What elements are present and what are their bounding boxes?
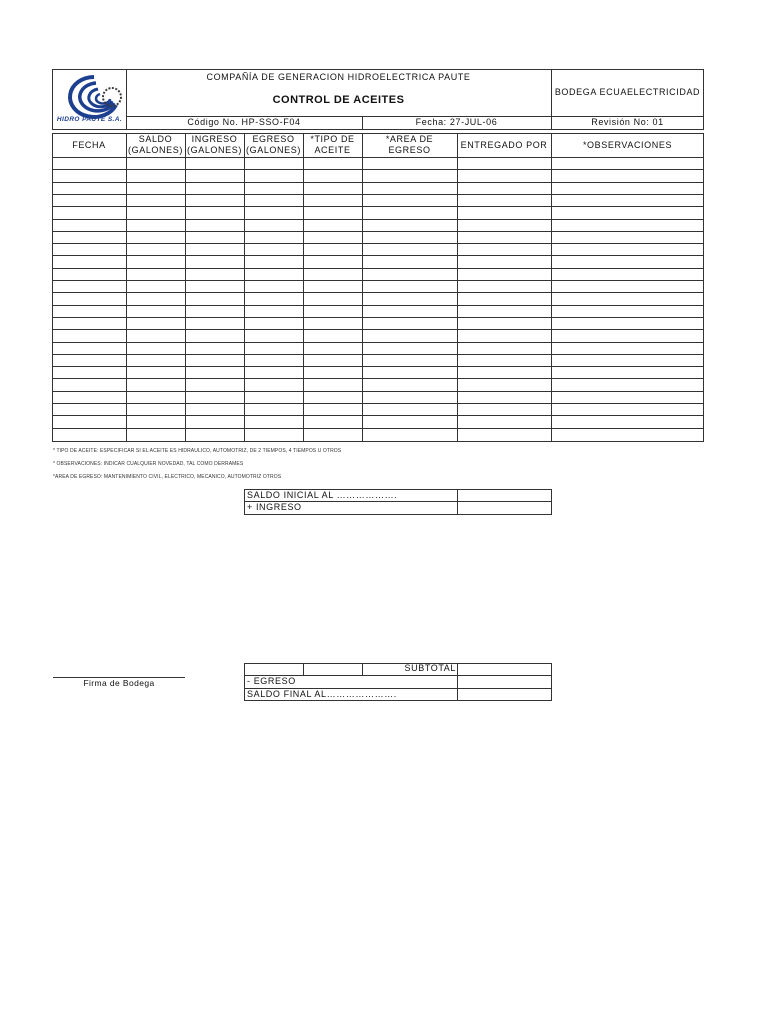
summary-divider xyxy=(303,663,304,675)
table-row[interactable] xyxy=(52,378,704,379)
subtotal-label: SUBTOTAL xyxy=(404,663,456,673)
column-header-label: *AREA DE xyxy=(385,134,434,144)
column-divider xyxy=(303,133,304,442)
saldo-inicial-label: SALDO INICIAL AL ………………. xyxy=(247,490,398,500)
table-row[interactable] xyxy=(52,169,704,170)
warehouse-name: BODEGA ECUAELECTRICIDAD xyxy=(554,87,701,97)
summary-divider xyxy=(457,489,458,515)
company-name: COMPAÑÍA DE GENERACION HIDROELECTRICA PAUTE xyxy=(206,72,471,82)
ingreso-label: + INGRESO xyxy=(247,502,302,512)
column-divider xyxy=(551,133,552,442)
table-row[interactable] xyxy=(52,354,704,355)
table-row[interactable] xyxy=(52,206,704,207)
saldo-final-value-cell[interactable] xyxy=(459,690,550,700)
table-row[interactable] xyxy=(52,194,704,195)
saldo-inicial-value-cell[interactable] xyxy=(459,490,550,500)
table-row[interactable] xyxy=(52,219,704,220)
column-divider xyxy=(362,133,363,442)
column-divider xyxy=(185,133,186,442)
column-header-unit: (GALONES) xyxy=(128,145,183,155)
footnote-area-egreso: *AREA DE EGRESO: MANTENIMIENTO CIVIL, ELECTRICO, MECANICO, AUTOMOTRIZ OTROS xyxy=(53,474,282,480)
table-row[interactable] xyxy=(52,292,704,293)
column-header-label: SALDO xyxy=(138,134,173,144)
table-row[interactable] xyxy=(52,391,704,392)
table-row[interactable] xyxy=(52,329,704,330)
table-row[interactable] xyxy=(52,268,704,269)
footnote-tipo-aceite: * TIPO DE ACEITE: ESPECIFICAR SI EL ACEITE ES HIDRAULICO, AUTOMOTRIZ, DE 2 TIEMPOS, 4 TIEMPOS U OTROS xyxy=(53,448,342,454)
column-header-label: ACEITE xyxy=(314,145,351,155)
form-revision: Revisión No: 01 xyxy=(591,117,664,127)
column-header-label: *TIPO DE xyxy=(310,134,355,144)
table-row[interactable] xyxy=(52,403,704,404)
summary-divider xyxy=(457,663,458,701)
column-header-label: *OBSERVACIONES xyxy=(582,140,673,150)
table-row[interactable] xyxy=(52,305,704,306)
table-frame xyxy=(52,133,704,442)
footnote-observaciones: * OBSERVACIONES: INDICAR CUALQUIER NOVEDAD, TAL COMO DERRAMES xyxy=(53,461,244,467)
column-divider xyxy=(126,133,127,442)
table-row[interactable] xyxy=(52,428,704,429)
table-row[interactable] xyxy=(52,317,704,318)
column-header-label: EGRESO xyxy=(388,145,431,155)
signature-label: Firma de Bodega xyxy=(83,678,155,688)
form-code: Código No. HP-SSO-F04 xyxy=(187,117,301,127)
table-row[interactable] xyxy=(52,243,704,244)
table-row[interactable] xyxy=(52,157,704,158)
column-header-unit: (GALONES) xyxy=(187,145,242,155)
column-divider xyxy=(244,133,245,442)
company-logo xyxy=(54,71,125,128)
table-row[interactable] xyxy=(52,231,704,232)
column-divider xyxy=(457,133,458,442)
form-date: Fecha: 27-JUL-06 xyxy=(415,117,498,127)
column-header-label: INGRESO xyxy=(191,134,238,144)
table-row[interactable] xyxy=(52,280,704,281)
logo-text: HIDRO PAUTE S.A. xyxy=(56,116,123,123)
egreso-label: - EGRESO xyxy=(247,676,296,686)
column-header-unit: (GALONES) xyxy=(246,145,301,155)
column-header-label: FECHA xyxy=(72,140,106,150)
saldo-final-label: SALDO FINAL AL…………………. xyxy=(247,689,397,699)
table-row[interactable] xyxy=(52,182,704,183)
subtotal-value-cell[interactable] xyxy=(459,664,550,674)
column-header-label: EGRESO xyxy=(252,134,295,144)
column-header-label: ENTREGADO POR xyxy=(460,140,548,150)
table-row[interactable] xyxy=(52,415,704,416)
ingreso-value-cell[interactable] xyxy=(459,503,550,513)
table-row[interactable] xyxy=(52,255,704,256)
table-row[interactable] xyxy=(52,342,704,343)
table-row[interactable] xyxy=(52,366,704,367)
egreso-value-cell[interactable] xyxy=(459,677,550,687)
form-title: CONTROL DE ACEITES xyxy=(272,94,405,106)
